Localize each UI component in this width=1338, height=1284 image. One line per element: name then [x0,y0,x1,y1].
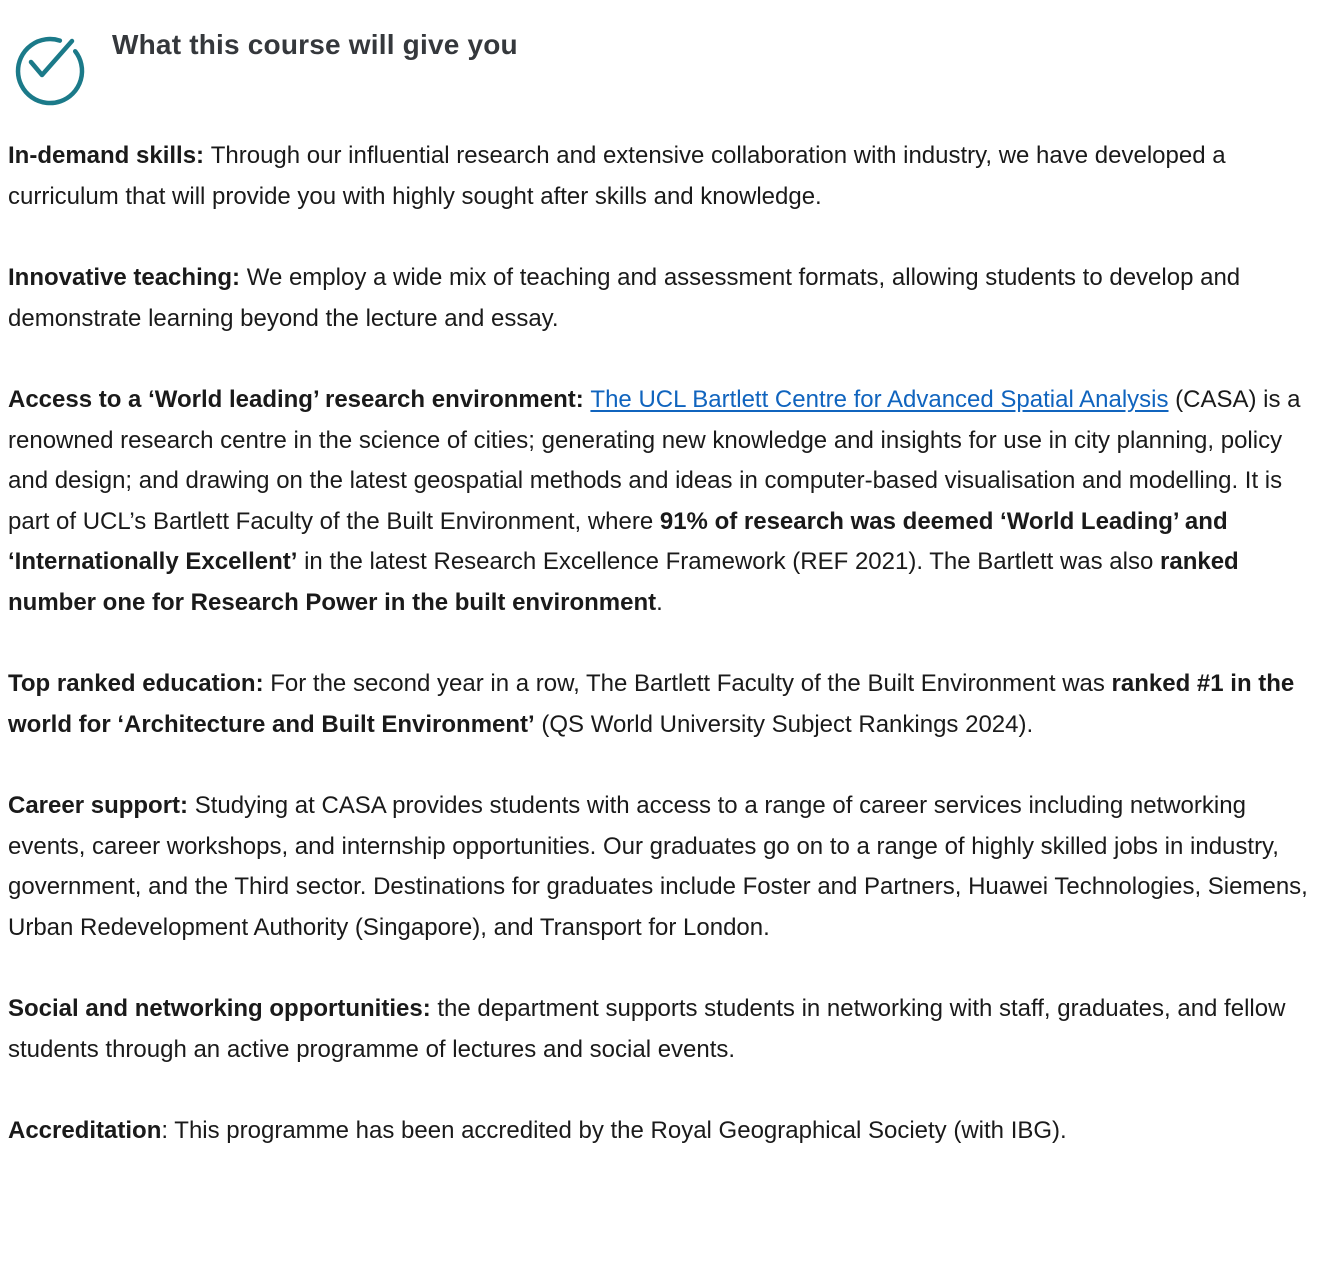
check-circle-icon [8,24,96,108]
body-text: Studying at CASA provides students with access to a range of career services including networking events, career workshops, and internship opportunities. Our graduates go on to a range of highly skilled jobs in industry, government, and the Third sector. Destinations for graduates include Foster and Partners, Huawei Technologies, Siemens, Urban Redevelopment Authority (Singapore), and Transport for London. [8,792,1308,941]
bold-lead-text: Top ranked education: [8,670,271,697]
bold-lead-text: In-demand skills: [8,142,211,169]
body-text: For the second year in a row, The Bartlett Faculty of the Built Environment was [270,670,1112,697]
para-innovative-teaching [8,258,1328,339]
bold-lead-text: 91% of research was deemed ‘World Leading’ and ‘Internationally Excellent’ [8,507,1228,575]
body-text: : This programme has been accredited by the Royal Geographical Society (with IBG). [161,1117,1067,1144]
para-social-networking [8,989,1328,1070]
page-title: What this course will give you [112,29,518,60]
body-text: Through our influential research and extensive collaboration with industry, we have developed a curriculum that will provide you with highly sought after skills and knowledge. [8,142,1226,210]
body-text: the department supports students in networking with staff, graduates, and fellow students through an active programme of lectures and social events. [8,995,1286,1063]
bold-lead-text: Innovative teaching: [8,264,247,291]
body-text: (CASA) is a renowned research centre in the science of cities; generating new knowledge and insights for use in city planning, policy and design; and drawing on the latest geospatial methods and ideas in computer-based visualisation and modelling. It is part of UCL’s Bartlett Faculty of the Built Environment, where [8,386,1301,535]
para-career-support [8,786,1328,948]
body-text: We employ a wide mix of teaching and assessment formats, allowing students to develop and demonstrate learning beyond the lecture and essay. [8,264,1241,332]
body-text: . [656,588,663,616]
bold-lead-text: Access to a ‘World leading’ research environment: [8,386,591,413]
section-header [8,24,1328,108]
para-accreditation [8,1111,1328,1152]
para-research-environment [8,380,1328,623]
ucl-casa-link[interactable]: The UCL Bartlett Centre for Advanced Spatial Analysis [590,386,1169,413]
para-in-demand-skills [8,136,1328,217]
bold-lead-text: Social and networking opportunities: [8,995,438,1022]
bold-lead-text: ranked number one for Research Power in the built environment [8,548,1239,616]
para-top-ranked-education [8,664,1328,745]
bold-lead-text: Career support: [8,792,195,819]
course-benefits-content [8,136,1328,1152]
body-text: in the latest Research Excellence Framework (REF 2021). The Bartlett was also [297,548,1161,575]
body-text: (QS World University Subject Rankings 2024). [534,710,1034,738]
bold-lead-text: ranked #1 in the world for ‘Architecture and Built Environment’ [8,670,1295,738]
bold-lead-text: Accreditation [8,1117,162,1144]
